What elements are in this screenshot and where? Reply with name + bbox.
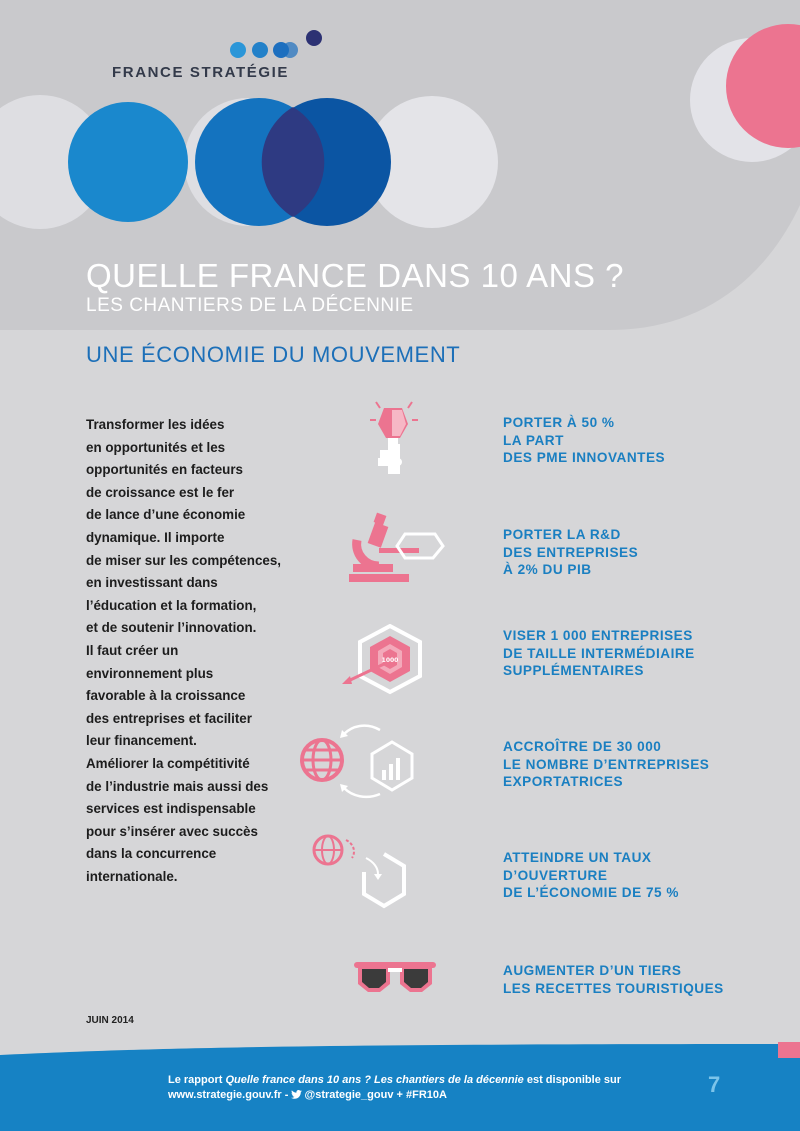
sunglasses-icon <box>352 956 438 996</box>
section-title: UNE ÉCONOMIE DU MOUVEMENT <box>86 342 461 367</box>
goal-mid-size-companies: VISER 1 000 ENTREPRISES DE TAILLE INTERMÉDIAIRE SUPPLÉMENTAIRES <box>503 628 695 678</box>
microscope-icon <box>345 510 445 586</box>
globe-export-icon <box>296 718 416 802</box>
goal-economic-openness: ATTEINDRE UN TAUX D’OUVERTURE DE L’ÉCONOMIE DE 75 % <box>503 850 679 900</box>
footer-report-line <box>168 1074 621 1086</box>
website-link[interactable]: www.strategie.gouv.fr - <box>168 1089 292 1101</box>
goal-innovative-sme: PORTER À 50 % LA PART DES PME INNOVANTES <box>503 415 666 465</box>
target-arrow-icon <box>340 624 440 696</box>
footer-prefix: Le rapport <box>168 1074 226 1086</box>
logo-dot <box>306 30 322 46</box>
social-handle[interactable]: @strategie_gouv + #FR10A <box>304 1089 447 1101</box>
twitter-bird-icon <box>291 1090 302 1099</box>
footer-suffix: est disponible sur <box>523 1074 621 1086</box>
page-subtitle: LES CHANTIERS DE LA DÉCENNIE <box>86 295 414 316</box>
page-number: 7 <box>708 1072 721 1097</box>
footer-report-title: Quelle france dans 10 ans ? Les chantiers de la décennie <box>225 1074 524 1086</box>
goal-rd-spending: PORTER LA R&D DES ENTREPRISES À 2% DU PIB <box>503 527 639 577</box>
brand-name: FRANCE STRATÉGIE <box>112 64 289 81</box>
goal-exporting-companies: ACCROÎTRE DE 30 000 LE NOMBRE D’ENTREPRISES EXPORTATRICES <box>503 739 710 789</box>
hand-lightbulb-icon <box>362 396 424 476</box>
publication-date: JUIN 2014 <box>86 1015 134 1026</box>
target-badge: 1000 <box>381 657 399 664</box>
globe-opening-icon <box>310 832 420 914</box>
footer-links-line <box>168 1089 447 1101</box>
goal-tourism-revenue: AUGMENTER D’UN TIERS LES RECETTES TOURISTIQUES <box>503 963 724 996</box>
logo-dot <box>252 42 268 58</box>
body-paragraph: Transformer les idées en opportunités et les opportunités en facteurs de croissance est le fer de lance d’une économie dynamique. Il importe de miser sur les compétences, en investissant dans l’éducation et la formation, et de soutenir l’innovation. Il faut créer un environnement plus favorable à la croissance des entreprises et faciliter leur financement. Améliorer la compétitivité de l’industrie mais aussi des services est indispensable pour s’insérer avec succès dans la concurrence internationale. <box>86 417 282 884</box>
page-title: QUELLE FRANCE DANS 10 ANS ? <box>86 257 625 294</box>
logo-dot <box>230 42 246 58</box>
blue-circle <box>68 102 188 222</box>
